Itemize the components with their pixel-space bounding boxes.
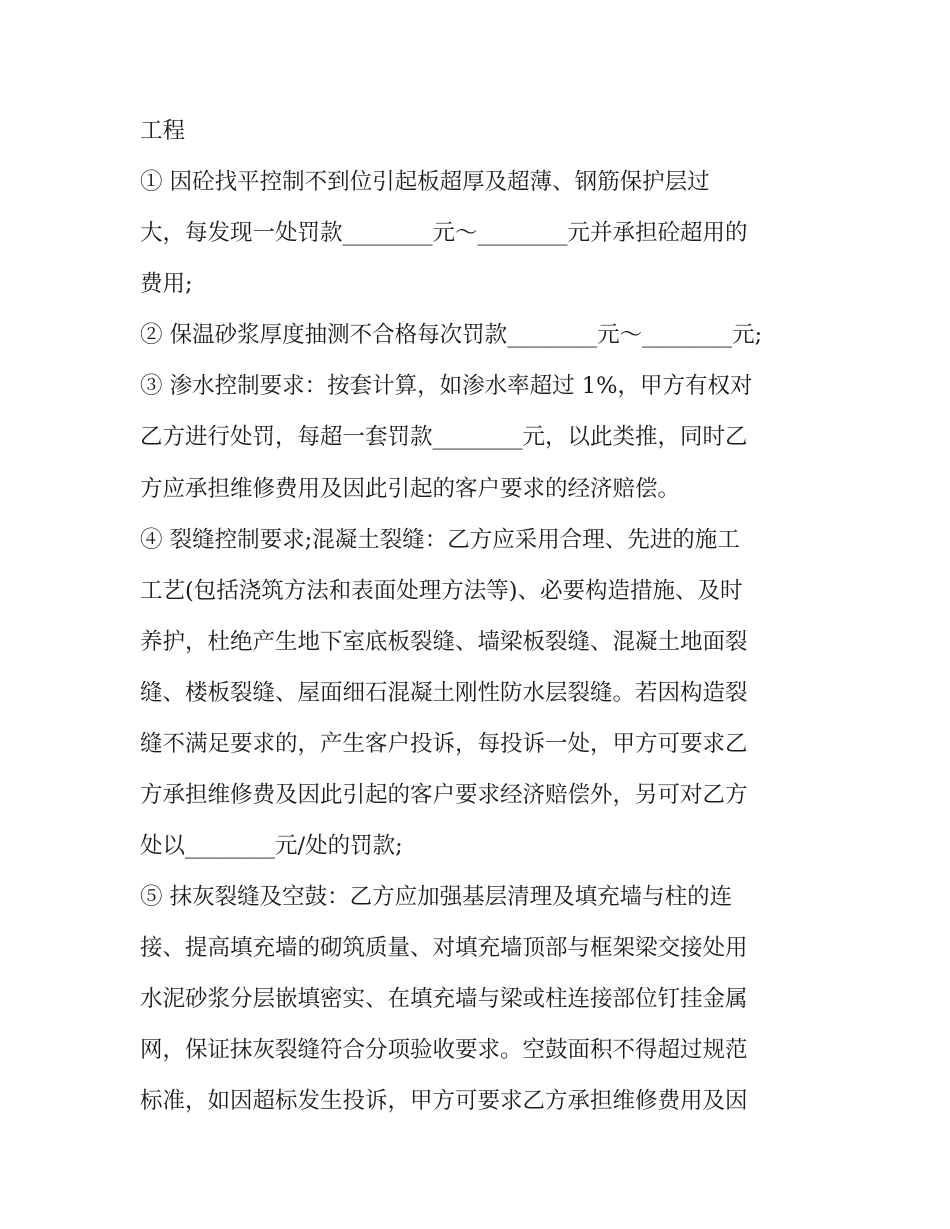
text-line: 缝、楼板裂缝、屋面细石混凝土刚性防水层裂缝。若因构造裂 bbox=[140, 679, 748, 706]
document-body bbox=[140, 112, 830, 1121]
text-line: 接、提高填充墙的砌筑质量、对填充墙顶部与框架梁交接处用 bbox=[140, 935, 748, 962]
text-line-item-1: ① 因砼找平控制不到位引起板超厚及超薄、钢筋保护层过 bbox=[140, 169, 710, 196]
text-line: 标准，如因超标发生投诉，甲方可要求乙方承担维修费用及因 bbox=[140, 1088, 748, 1115]
text-line-section-title: 工程 bbox=[140, 118, 186, 144]
text-line: 乙方进行处罚，每超一套罚款________元，以此类推，同时乙 bbox=[140, 424, 748, 451]
text-line: 网，保证抹灰裂缝符合分项验收要求。空鼓面积不得超过规范 bbox=[140, 1037, 748, 1064]
text-line: 大，每发现一处罚款________元～________元并承担砼超用的 bbox=[140, 220, 748, 247]
text-line: 工艺(包括浇筑方法和表面处理方法等)、必要构造措施、及时 bbox=[140, 577, 743, 604]
text-line: 养护，杜绝产生地下室底板裂缝、墙梁板裂缝、混凝土地面裂 bbox=[140, 628, 748, 655]
text-line-item-4: ④ 裂缝控制要求;混凝土裂缝：乙方应采用合理、先进的施工 bbox=[140, 526, 740, 553]
text-line: 费用; bbox=[140, 271, 193, 298]
text-line: 处以________元/处的罚款; bbox=[140, 833, 403, 860]
text-line-item-5: ⑤ 抹灰裂缝及空鼓：乙方应加强基层清理及填充墙与柱的连 bbox=[140, 884, 733, 911]
text-line: 方应承担维修费用及因此引起的客户要求的经济赔偿。 bbox=[140, 475, 681, 502]
text-line-item-3: ③ 渗水控制要求：按套计算，如渗水率超过 1%，甲方有权对 bbox=[140, 373, 753, 400]
text-line: 方承担维修费及因此引起的客户要求经济赔偿外，另可对乙方 bbox=[140, 782, 748, 809]
text-line: 水泥砂浆分层嵌填密实、在填充墙与梁或柱连接部位钉挂金属 bbox=[140, 986, 748, 1013]
text-line: 缝不满足要求的，产生客户投诉，每投诉一处，甲方可要求乙 bbox=[140, 730, 748, 757]
text-line-item-2: ② 保温砂浆厚度抽测不合格每次罚款________元～________元; bbox=[140, 322, 763, 349]
